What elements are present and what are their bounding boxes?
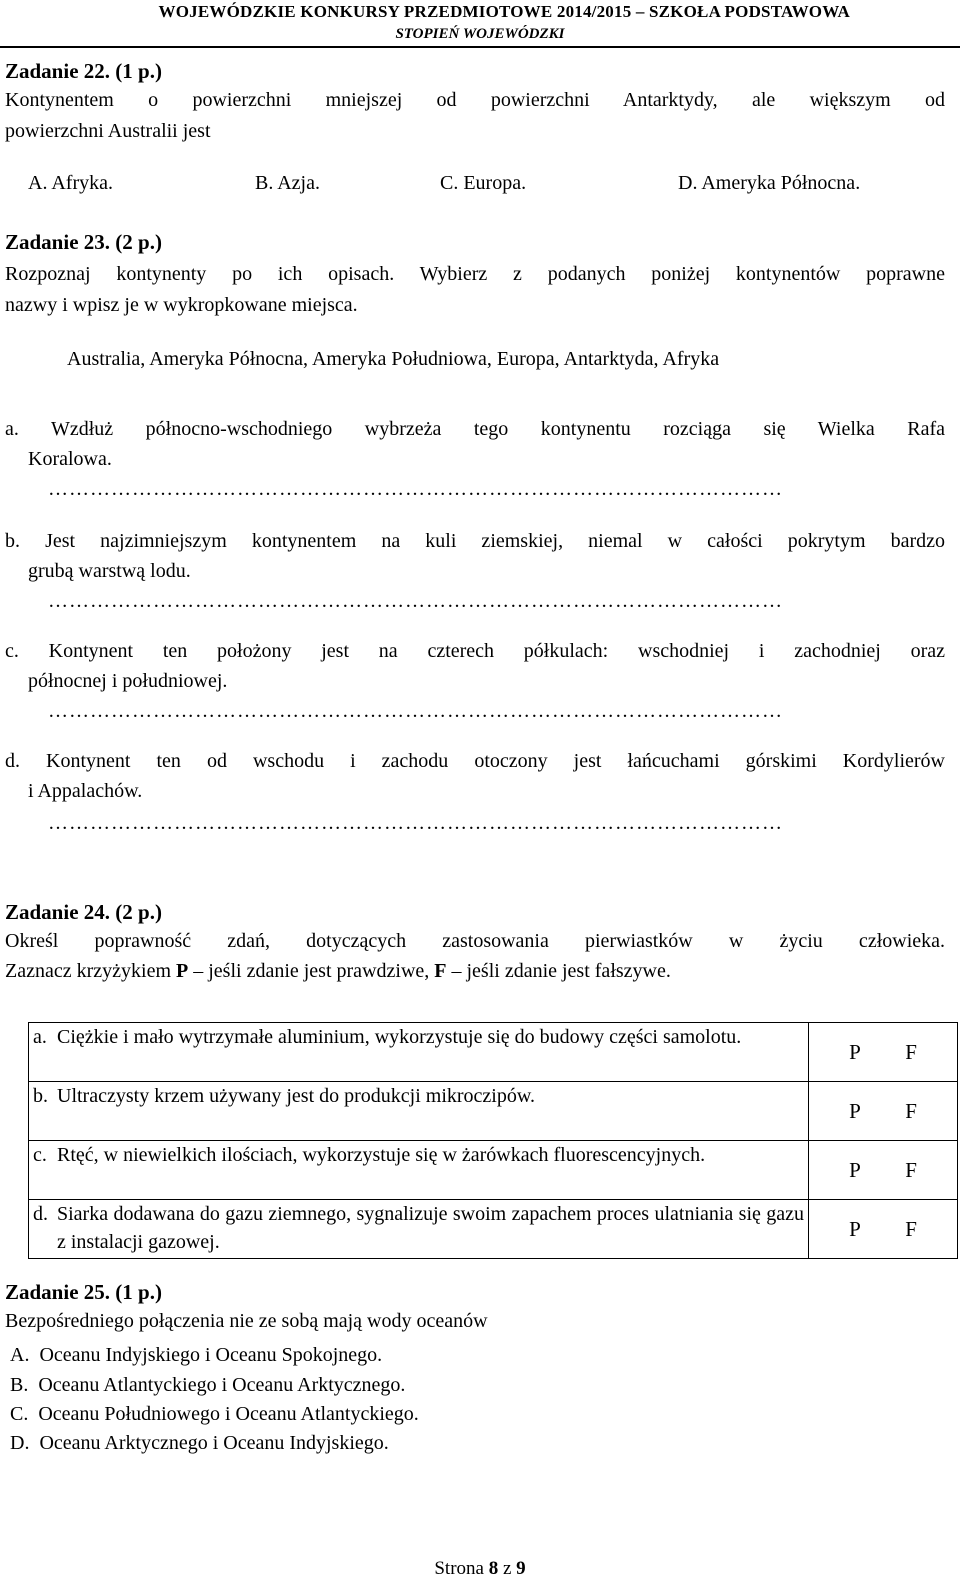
task-24-question-line2 bbox=[5, 960, 671, 983]
statement-text: Siarka dodawana do gazu ziemnego, sygnalizuje swoim zapachem proces ulatniania się gazu z instalacji gazowej. bbox=[57, 1203, 804, 1253]
task-25-option-d: D. Oceanu Arktycznego i Oceanu Indyjskiego. bbox=[10, 1432, 389, 1454]
statement-text: Ciężkie i mało wytrzymałe aluminium, wykorzystuje się do budowy części samolotu. bbox=[57, 1026, 742, 1048]
page-separator: z bbox=[498, 1558, 517, 1579]
statement-text: Ultraczysty krzem używany jest do produkcji mikroczipów. bbox=[57, 1085, 536, 1107]
task-22-question-line2: powierzchni Australii jest bbox=[5, 120, 211, 142]
task-23-item-b-line1: b. Jest najzimniejszym kontynentem na kuli ziemskiej, niemal w całości pokrytym bardzo bbox=[5, 530, 945, 552]
task-23-answer-field-a[interactable]: …………………………………………………………………………………………… bbox=[48, 478, 783, 500]
task-23-title: Zadanie 23. (2 p.) bbox=[5, 230, 162, 254]
page-label: Strona bbox=[434, 1558, 489, 1579]
task-25-option-a: A. Oceanu Indyjskiego i Oceanu Spokojnego. bbox=[10, 1344, 383, 1366]
task-23-item-d-line2: i Appalachów. bbox=[28, 780, 143, 802]
task-23-item-a-line2: Koralowa. bbox=[28, 448, 112, 470]
task-24-title: Zadanie 24. (2 p.) bbox=[5, 900, 162, 924]
task-23-item-a-line1: a. Wzdłuż północno-wschodniego wybrzeża tego kontynentu rozciąga się Wielka Rafa bbox=[5, 418, 945, 440]
statement-letter: c. bbox=[33, 1144, 47, 1166]
header-title: WOJEWÓDZKIE KONKURSY PRZEDMIOTOWE 2014/2015 – SZKOŁA PODSTAWOWA bbox=[158, 2, 850, 21]
task-23-continent-list: Australia, Ameryka Północna, Ameryka Południowa, Europa, Antarktyda, Afryka bbox=[67, 348, 720, 370]
true-false-choice[interactable]: P F bbox=[809, 1082, 958, 1141]
statement-text: Rtęć, w niewielkich ilościach, wykorzystuje się w żarówkach fluorescencyjnych. bbox=[57, 1144, 706, 1166]
header-divider bbox=[0, 46, 960, 48]
true-false-choice[interactable]: P F bbox=[809, 1023, 958, 1082]
task-22-option-b: B. Azja. bbox=[255, 172, 320, 194]
task-22-option-a: A. Afryka. bbox=[28, 172, 113, 194]
table-row bbox=[29, 1082, 958, 1141]
statement-cell bbox=[29, 1023, 809, 1082]
true-false-table bbox=[28, 1022, 958, 1259]
task-23-item-b-line2: grubą warstwą lodu. bbox=[28, 560, 191, 582]
task-22-title: Zadanie 22. (1 p.) bbox=[5, 59, 162, 83]
task-25-title: Zadanie 25. (1 p.) bbox=[5, 1280, 162, 1304]
task-24-question-line1: Określ poprawność zdań, dotyczących zastosowania pierwiastków w życiu człowieka. bbox=[5, 930, 945, 952]
task-23-question-line2: nazwy i wpisz je w wykropkowane miejsca. bbox=[5, 294, 358, 316]
task-22-question-line1: Kontynentem o powierzchni mniejszej od powierzchni Antarktydy, ale większym od bbox=[5, 89, 945, 111]
task-23-item-c-line2: północnej i południowej. bbox=[28, 670, 228, 692]
total-pages: 9 bbox=[516, 1558, 526, 1579]
statement-cell bbox=[29, 1200, 809, 1259]
task-23-answer-field-b[interactable]: …………………………………………………………………………………………… bbox=[48, 590, 783, 612]
task-25-option-c: C. Oceanu Południowego i Oceanu Atlantyckiego. bbox=[10, 1403, 419, 1425]
task-24-instruction-b: – jeśli zdanie jest prawdziwe, bbox=[188, 960, 435, 982]
true-false-choice[interactable]: P F bbox=[809, 1200, 958, 1259]
task-23-item-c-line1: c. Kontynent ten położony jest na czterech półkulach: wschodniej i zachodniej oraz bbox=[5, 640, 945, 662]
statement-cell bbox=[29, 1141, 809, 1200]
task-22-option-c: C. Europa. bbox=[440, 172, 527, 194]
task-24-true-marker: P bbox=[176, 960, 189, 982]
task-24-instruction-a: Zaznacz krzyżykiem bbox=[5, 960, 177, 982]
task-24-instruction-c: – jeśli zdanie jest fałszywe. bbox=[446, 960, 671, 982]
task-24-false-marker: F bbox=[434, 960, 447, 982]
table-row bbox=[29, 1023, 958, 1082]
current-page: 8 bbox=[488, 1558, 499, 1579]
page-number bbox=[0, 1558, 960, 1580]
task-23-question-line1: Rozpoznaj kontynenty po ich opisach. Wybierz z podanych poniżej kontynentów poprawne bbox=[5, 263, 945, 285]
statement-cell bbox=[29, 1082, 809, 1141]
true-false-choice[interactable]: P F bbox=[809, 1141, 958, 1200]
statement-letter: a. bbox=[33, 1026, 47, 1048]
table-row bbox=[29, 1200, 958, 1259]
task-23-answer-field-c[interactable]: …………………………………………………………………………………………… bbox=[48, 700, 783, 722]
header-subtitle: STOPIEŃ WOJEWÓDZKI bbox=[395, 26, 565, 42]
task-23-item-d-line1: d. Kontynent ten od wschodu i zachodu otoczony jest łańcuchami górskimi Kordylierów bbox=[5, 750, 945, 772]
task-25-option-b: B. Oceanu Atlantyckiego i Oceanu Arktycznego. bbox=[10, 1374, 406, 1396]
task-25-question: Bezpośredniego połączenia nie ze sobą mają wody oceanów bbox=[5, 1310, 488, 1332]
task-22-option-d: D. Ameryka Północna. bbox=[678, 172, 861, 194]
statement-letter: b. bbox=[33, 1085, 48, 1107]
table-row bbox=[29, 1141, 958, 1200]
statement-letter: d. bbox=[33, 1203, 48, 1225]
task-23-answer-field-d[interactable]: …………………………………………………………………………………………… bbox=[48, 812, 783, 834]
